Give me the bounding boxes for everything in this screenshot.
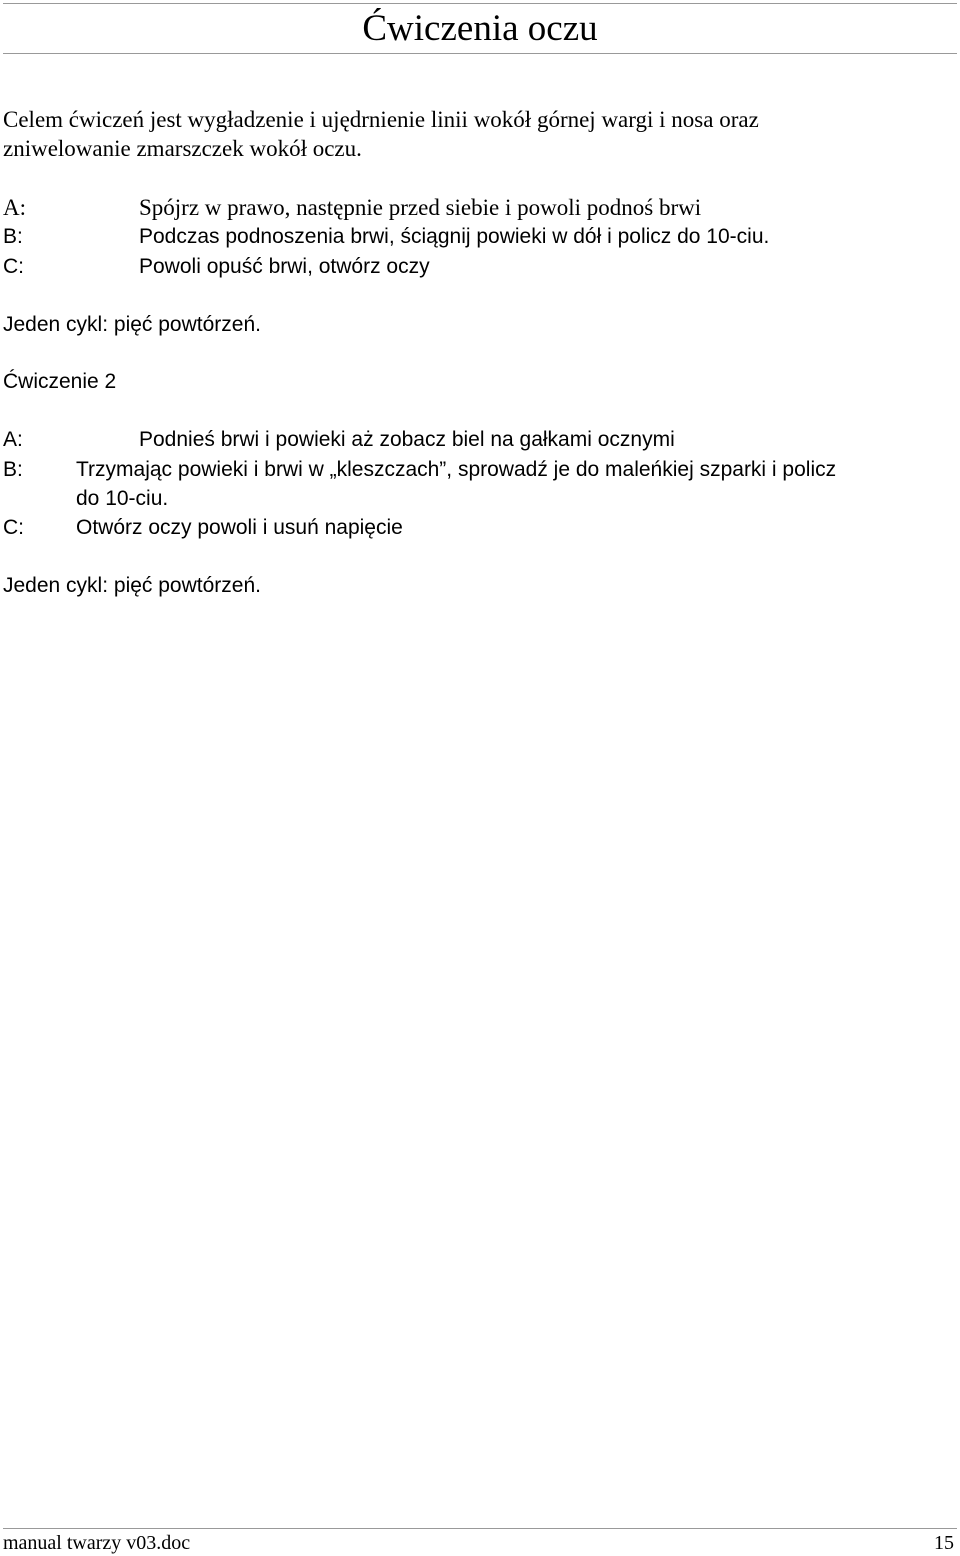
- step-text-continued: do 10-ciu.: [76, 487, 169, 510]
- exercise2-step-b-continued: [0, 484, 960, 513]
- exercise1-step-a: [0, 193, 960, 222]
- footer-page-number: 15: [934, 1532, 954, 1554]
- step-text: Trzymając powieki i brwi w „kleszczach”, sprowadź je do maleńkiej szparki i policz: [76, 458, 837, 481]
- title-rule-top: [3, 3, 957, 4]
- step-label: B:: [3, 458, 23, 481]
- step-label: A:: [3, 195, 26, 220]
- page-title: Ćwiczenia oczu: [362, 8, 598, 49]
- exercise2-cycle: Jeden cykl: pięć powtórzeń.: [3, 574, 261, 597]
- step-text: Podnieś brwi i powieki aż zobacz biel na gałkami ocznymi: [139, 428, 675, 451]
- title-rule-bottom: [3, 53, 957, 54]
- step-text: Powoli opuść brwi, otwórz oczy: [139, 255, 430, 278]
- exercise2-step-b: [0, 455, 960, 484]
- step-label: A:: [3, 428, 23, 451]
- exercise1-step-c: [0, 252, 960, 281]
- exercise2-heading: Ćwiczenie 2: [3, 370, 117, 393]
- step-label: B:: [3, 225, 23, 248]
- exercise1-step-b: [0, 222, 960, 251]
- exercise2-step-a: [0, 425, 960, 454]
- step-label: C:: [3, 255, 24, 278]
- footer-rule: [3, 1528, 957, 1529]
- exercise1-cycle: Jeden cykl: pięć powtórzeń.: [3, 313, 261, 336]
- step-label: C:: [3, 516, 24, 539]
- intro-line-2: zniwelowanie zmarszczek wokół oczu.: [3, 136, 362, 161]
- footer-filename: manual twarzy v03.doc: [3, 1532, 191, 1554]
- exercise2-step-c: [0, 513, 960, 542]
- intro-line-1: Celem ćwiczeń jest wygładzenie i ujędrnienie linii wokół górnej wargi i nosa oraz: [3, 107, 759, 132]
- step-text: Otwórz oczy powoli i usuń napięcie: [76, 516, 403, 539]
- step-text: Podczas podnoszenia brwi, ściągnij powieki w dół i policz do 10-ciu.: [139, 225, 770, 248]
- step-text: Spójrz w prawo, następnie przed siebie i powoli podnoś brwi: [139, 195, 702, 220]
